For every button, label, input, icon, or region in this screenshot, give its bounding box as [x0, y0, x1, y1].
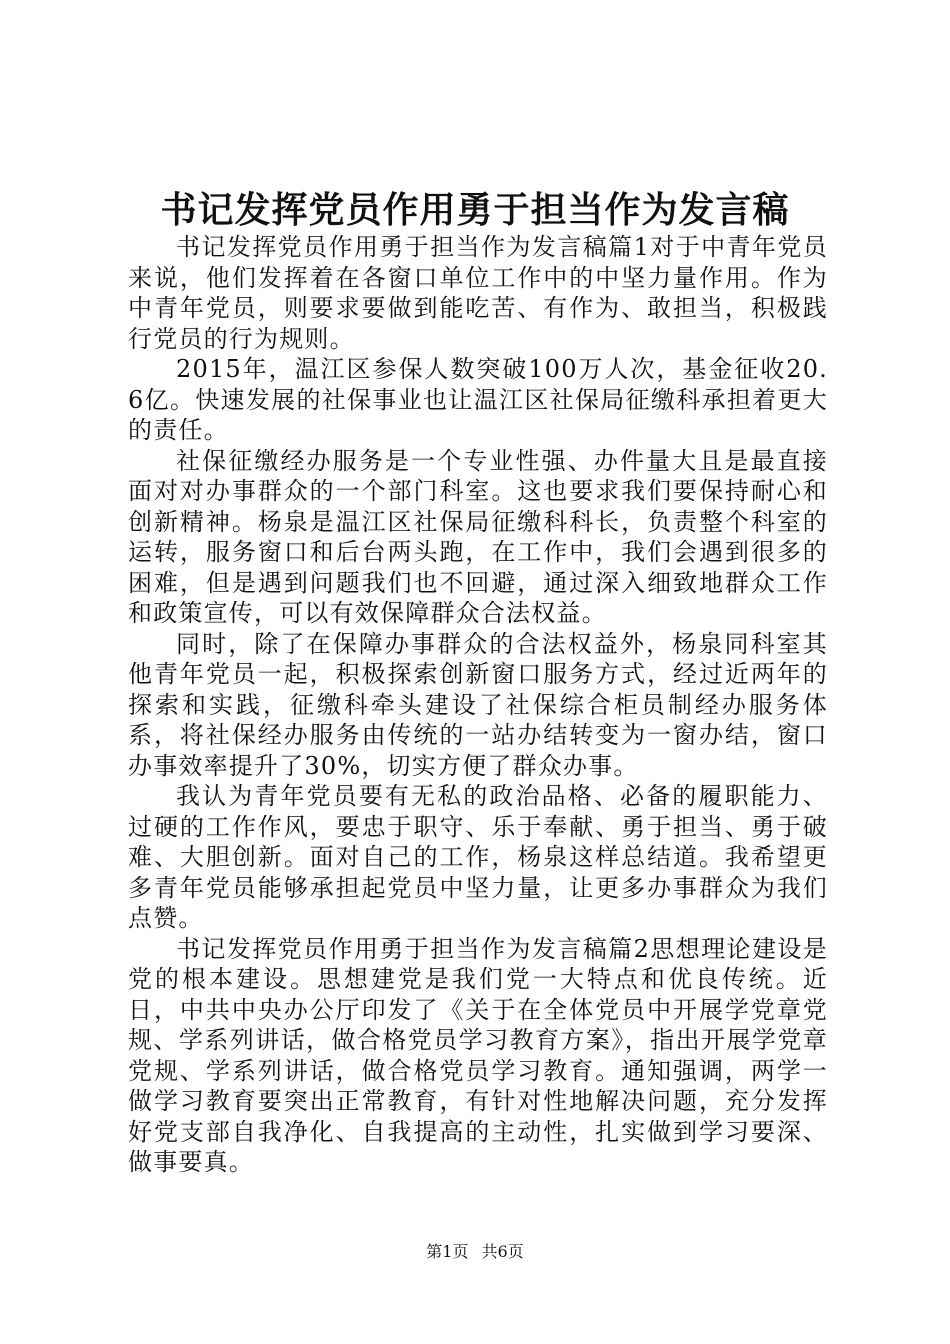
paragraph: 书记发挥党员作用勇于担当作为发言稿篇1对于中青年党员来说，他们发挥着在各窗口单位工作中的中坚力量作用。作为中青年党员，则要求要做到能吃苦、有作为、敢担当，积极践行党员的行为规则。 [128, 233, 828, 353]
document-title: 书记发挥党员作用勇于担当作为发言稿 [160, 189, 790, 231]
page-total: 共6页 [481, 1242, 524, 1261]
paragraph: 社保征缴经办服务是一个专业性强、办件量大且是最直接面对对办事群众的一个部门科室。这也要求我们要保持耐心和创新精神。杨泉是温江区社保局征缴科科长，负责整个科室的运转，服务窗口和后台两头跑，在工作中，我们会遇到很多的困难，但是遇到问题我们也不回避，通过深入细致地群众工作和政策宣传，可以有效保障群众合法权益。 [128, 446, 828, 627]
paragraph: 同时，除了在保障办事群众的合法权益外，杨泉同科室其他青年党员一起，积极探索创新窗口服务方式，经过近两年的探索和实践，征缴科牵头建设了社保综合柜员制经办服务体系，将社保经办服务由传统的一站办结转变为一窗办结，窗口办事效率提升了30%，切实方便了群众办事。 [128, 629, 828, 780]
page-footer [0, 1241, 950, 1263]
paragraph: 我认为青年党员要有无私的政治品格、必备的履职能力、过硬的工作作风，要忠于职守、乐于奉献、勇于担当、勇于破难、大胆创新。面对自己的工作，杨泉这样总结道。我希望更多青年党员能够承担起党员中坚力量，让更多办事群众为我们点赞。 [128, 782, 828, 932]
paragraph: 书记发挥党员作用勇于担当作为发言稿篇2思想理论建设是党的根本建设。思想建党是我们党一大特点和优良传统。近日，中共中央办公厅印发了《关于在全体党员中开展学党章党规、学系列讲话，做合格党员学习教育方案》，指出开展学党章党规、学系列讲话，做合格党员学习教育。通知强调，两学一做学习教育要突出正常教育，有针对性地解决问题，充分发挥好党支部自我净化、自我提高的主动性，扎实做到学习要深、做事要真。 [128, 934, 828, 1176]
paragraph: 2015年，温江区参保人数突破100万人次，基金征收20.6亿。快速发展的社保事业也让温江区社保局征缴科承担着更大的责任。 [128, 355, 828, 444]
document-body [128, 232, 828, 1178]
page-number: 第1页 [426, 1242, 469, 1261]
